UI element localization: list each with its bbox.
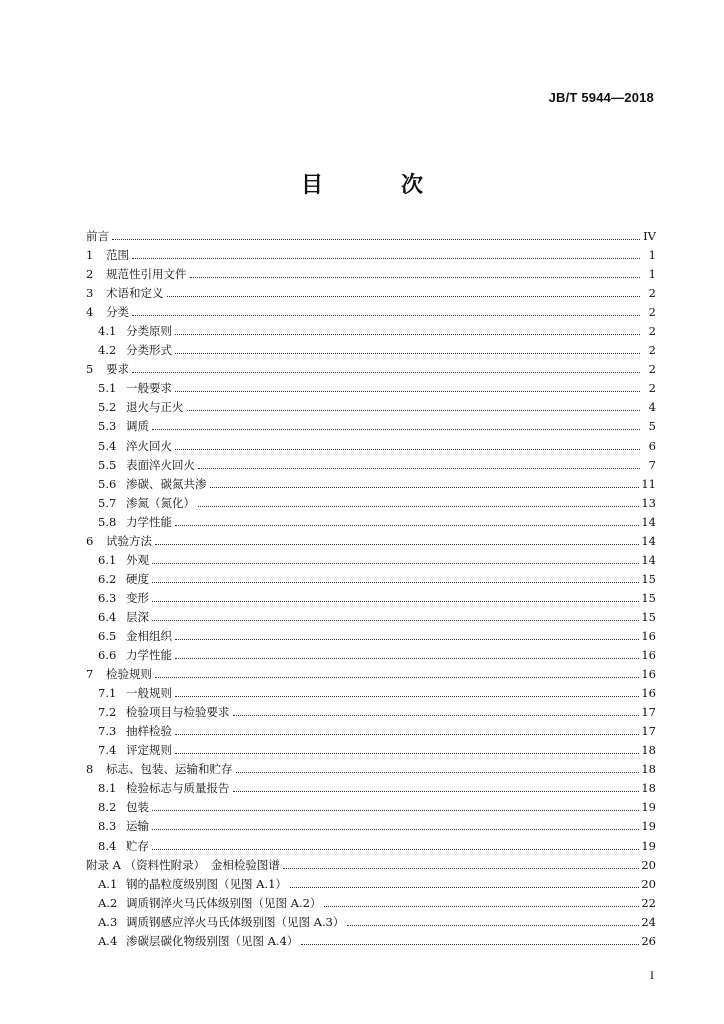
toc-entry[interactable]: [86, 342, 656, 361]
dot-leader: [132, 315, 640, 316]
dot-leader: [175, 658, 639, 659]
dot-leader: [175, 391, 640, 392]
toc-entry-label: 术语和定义: [106, 286, 164, 301]
dot-leader: [175, 334, 640, 335]
dot-leader: [175, 696, 639, 697]
toc-entry-page: 2: [648, 305, 656, 320]
toc-entry-page: 22: [641, 895, 656, 910]
toc-entry[interactable]: [86, 799, 656, 818]
toc-entry-number: A.3: [98, 914, 118, 929]
toc-entry-label: 调质: [126, 419, 149, 434]
toc-entry-label: 外观: [126, 552, 149, 567]
toc-entry-number: 6.6: [98, 648, 117, 663]
toc-entry[interactable]: [86, 457, 656, 476]
toc-entry-number: 5.2: [98, 400, 117, 415]
toc-entry-number: 7.4: [98, 743, 117, 758]
dot-leader: [152, 601, 639, 602]
toc-entry-label: 标志、包装、运输和贮存: [106, 762, 233, 777]
toc-entry-page: 6: [648, 438, 656, 453]
toc-entry-label: 层深: [126, 609, 149, 624]
toc-entry-label: 表面淬火回火: [126, 457, 195, 472]
toc-entry[interactable]: [86, 818, 656, 837]
toc-entry-number: 7: [86, 667, 94, 682]
dot-leader: [236, 772, 640, 773]
dot-leader: [187, 410, 641, 411]
toc-entry[interactable]: [86, 533, 656, 552]
toc-entry-page: 2: [648, 362, 656, 377]
dot-leader: [347, 925, 639, 926]
dot-leader: [198, 468, 640, 469]
toc-entry-page: IV: [643, 229, 656, 243]
toc-entry-number: 6.3: [98, 590, 117, 605]
dot-leader: [152, 563, 639, 564]
dot-leader: [152, 429, 640, 430]
toc-entry-label: 一般规则: [126, 686, 172, 701]
toc-entry-label: 调质钢淬火马氏体级别图（见图 A.2）: [126, 895, 322, 910]
toc-entry-page: 17: [641, 705, 656, 720]
dot-leader: [175, 639, 639, 640]
toc-entry-number: 5.5: [98, 457, 117, 472]
toc-entry[interactable]: [86, 628, 656, 647]
toc-entry-label: 检验规则: [106, 667, 152, 682]
toc-entry-number: 6.5: [98, 628, 117, 643]
dot-leader: [198, 506, 639, 507]
page-title: 目 次: [300, 173, 451, 198]
toc-entry[interactable]: [86, 895, 656, 914]
toc-entry-label: 退火与正火: [126, 400, 184, 415]
dot-leader: [233, 715, 640, 716]
toc-entry-label: 附录 A （资料性附录） 金相检验图谱: [86, 857, 280, 872]
toc-entry-page: 14: [641, 533, 656, 548]
toc-entry-page: 18: [641, 781, 656, 796]
toc-entry[interactable]: [86, 914, 656, 933]
toc-entry-label: 抽样检验: [126, 724, 172, 739]
toc-entry[interactable]: [86, 933, 656, 952]
toc-entry-label: 范围: [106, 248, 129, 263]
toc-entry-number: 8: [86, 762, 94, 777]
toc-entry-page: 16: [641, 686, 656, 701]
dot-leader: [152, 810, 639, 811]
toc-entry-label: 硬度: [126, 571, 149, 586]
dot-leader: [290, 887, 639, 888]
toc-entry[interactable]: [86, 666, 656, 685]
toc-entry[interactable]: [86, 857, 656, 876]
toc-entry-number: A.2: [98, 895, 118, 910]
toc-entry[interactable]: [86, 266, 656, 285]
toc-entry[interactable]: [86, 761, 656, 780]
toc-entry-label: 淬火回火: [126, 438, 172, 453]
toc-entry[interactable]: [86, 438, 656, 457]
dot-leader: [152, 582, 639, 583]
dot-leader: [132, 258, 640, 259]
toc-entry[interactable]: [86, 399, 656, 418]
toc-entry[interactable]: [86, 495, 656, 514]
toc-entry-number: 5.4: [98, 438, 117, 453]
toc-entry-number: 5.1: [98, 381, 117, 396]
toc-entry-number: 8.4: [98, 838, 117, 853]
toc-entry-page: 18: [641, 743, 656, 758]
toc-entry-page: 19: [641, 800, 656, 815]
toc-entry-page: 5: [648, 419, 656, 434]
toc-entry-page: 24: [641, 914, 656, 929]
toc-entry-number: 8.3: [98, 819, 117, 834]
dot-leader: [155, 677, 639, 678]
toc-entry-page: 1: [648, 248, 656, 263]
toc-entry[interactable]: [86, 228, 656, 247]
toc-entry-page: 15: [641, 609, 656, 624]
toc-entry-label: 金相组织: [126, 628, 172, 643]
toc-entry-number: 6: [86, 533, 94, 548]
toc-entry-page: 1: [648, 267, 656, 282]
toc-entry[interactable]: [86, 704, 656, 723]
toc-entry-label: 包装: [126, 800, 149, 815]
toc-entry-page: 2: [648, 324, 656, 339]
dot-leader: [167, 296, 641, 297]
dot-leader: [152, 849, 639, 850]
toc-entry-label: 渗氮（氮化）: [126, 495, 195, 510]
toc-entry-number: 6.1: [98, 552, 117, 567]
toc-entry-label: 前言: [86, 229, 109, 243]
toc-entry-number: 4: [86, 305, 94, 320]
toc-entry-page: 16: [641, 667, 656, 682]
toc-entry[interactable]: [86, 476, 656, 495]
toc-entry-page: 14: [641, 552, 656, 567]
toc-entry-page: 11: [641, 476, 656, 491]
toc-entry-label: 一般要求: [126, 381, 172, 396]
toc-entry[interactable]: [86, 304, 656, 323]
toc-entry[interactable]: [86, 323, 656, 342]
toc-entry-label: 渗碳层碳化物级别图（见图 A.4）: [126, 933, 299, 948]
toc-entry[interactable]: [86, 609, 656, 628]
dot-leader: [301, 944, 639, 945]
toc-entry[interactable]: [86, 571, 656, 590]
toc-entry-number: 4.1: [98, 324, 117, 339]
toc-entry-page: 15: [641, 590, 656, 605]
toc-entry-label: 钢的晶粒度级别图（见图 A.1）: [126, 876, 287, 891]
toc-entry[interactable]: [86, 552, 656, 571]
toc-entry-number: 8.2: [98, 800, 117, 815]
toc-entry-page: 19: [641, 819, 656, 834]
toc-entry-number: 4.2: [98, 343, 117, 358]
toc-entry[interactable]: [86, 361, 656, 380]
toc-entry-number: 6.2: [98, 571, 117, 586]
dot-leader: [175, 734, 639, 735]
toc-entry[interactable]: [86, 380, 656, 399]
toc-entry-number: 1: [86, 248, 94, 263]
toc-entry-page: 18: [641, 762, 656, 777]
dot-leader: [233, 791, 640, 792]
toc-entry-number: 7.3: [98, 724, 117, 739]
dot-leader: [175, 353, 640, 354]
toc-entry-page: 13: [641, 495, 656, 510]
toc-entry-page: 7: [648, 457, 656, 472]
toc-entry[interactable]: [86, 647, 656, 666]
toc-entry-page: 2: [648, 343, 656, 358]
toc-entry-number: 6.4: [98, 609, 117, 624]
toc-entry-label: 变形: [126, 590, 149, 605]
dot-leader: [283, 868, 639, 869]
dot-leader: [152, 829, 639, 830]
dot-leader: [175, 525, 639, 526]
toc-entry-number: 5.6: [98, 476, 117, 491]
toc-entry[interactable]: [86, 838, 656, 857]
toc-entry-label: 渗碳、碳氮共渗: [126, 476, 207, 491]
toc-entry-page: 16: [641, 628, 656, 643]
toc-entry-page: 17: [641, 724, 656, 739]
toc-entry-number: 5.7: [98, 495, 117, 510]
toc-entry-label: 力学性能: [126, 648, 172, 663]
page-number: I: [650, 968, 654, 982]
toc-entry-number: 5.3: [98, 419, 117, 434]
toc-entry-label: 要求: [106, 362, 129, 377]
toc-entry-page: 14: [641, 514, 656, 529]
toc-entry-number: 5.8: [98, 514, 117, 529]
toc-entry[interactable]: [86, 514, 656, 533]
toc-entry-page: 20: [641, 876, 656, 891]
toc-entry-label: 评定规则: [126, 743, 172, 758]
toc-entry-label: 规范性引用文件: [106, 267, 187, 282]
toc-entry-number: 2: [86, 267, 94, 282]
toc-entry-number: 8.1: [98, 781, 117, 796]
toc-entry[interactable]: [86, 780, 656, 799]
toc-entry-label: 分类: [106, 305, 129, 320]
dot-leader: [175, 449, 640, 450]
toc-entry[interactable]: [86, 685, 656, 704]
toc-entry-label: 力学性能: [126, 514, 172, 529]
toc-entry-label: 检验项目与检验要求: [126, 705, 230, 720]
toc-entry-page: 2: [648, 286, 656, 301]
toc-entry-number: A.1: [98, 876, 118, 891]
toc-entry-label: 分类原则: [126, 324, 172, 339]
toc-entry[interactable]: [86, 876, 656, 895]
table-of-contents: [86, 228, 656, 952]
toc-entry-label: 贮存: [126, 838, 149, 853]
toc-entry-page: 16: [641, 648, 656, 663]
toc-entry[interactable]: [86, 590, 656, 609]
toc-entry-page: 26: [641, 933, 656, 948]
toc-entry-number: 3: [86, 286, 94, 301]
toc-entry-number: 5: [86, 362, 94, 377]
toc-entry[interactable]: [86, 742, 656, 761]
toc-entry-label: 运输: [126, 819, 149, 834]
dot-leader: [112, 239, 640, 240]
toc-entry-label: 检验标志与质量报告: [126, 781, 230, 796]
standard-code: JB/T 5944—2018: [548, 90, 654, 105]
toc-entry-number: 7.1: [98, 686, 117, 701]
dot-leader: [175, 753, 639, 754]
toc-entry[interactable]: [86, 723, 656, 742]
toc-entry-page: 20: [641, 857, 656, 872]
toc-entry-label: 试验方法: [106, 533, 152, 548]
dot-leader: [155, 544, 639, 545]
dot-leader: [190, 277, 641, 278]
toc-entry-page: 2: [648, 381, 656, 396]
dot-leader: [132, 372, 640, 373]
toc-entry-number: A.4: [98, 933, 118, 948]
toc-entry-label: 分类形式: [126, 343, 172, 358]
dot-leader: [210, 487, 640, 488]
toc-entry-page: 4: [648, 400, 656, 415]
toc-entry[interactable]: [86, 285, 656, 304]
toc-entry-page: 15: [641, 571, 656, 586]
dot-leader: [324, 906, 639, 907]
dot-leader: [152, 620, 639, 621]
toc-entry-page: 19: [641, 838, 656, 853]
toc-entry[interactable]: [86, 418, 656, 437]
toc-entry[interactable]: [86, 247, 656, 266]
toc-entry-label: 调质钢感应淬火马氏体级别图（见图 A.3）: [126, 914, 345, 929]
toc-entry-number: 7.2: [98, 705, 117, 720]
